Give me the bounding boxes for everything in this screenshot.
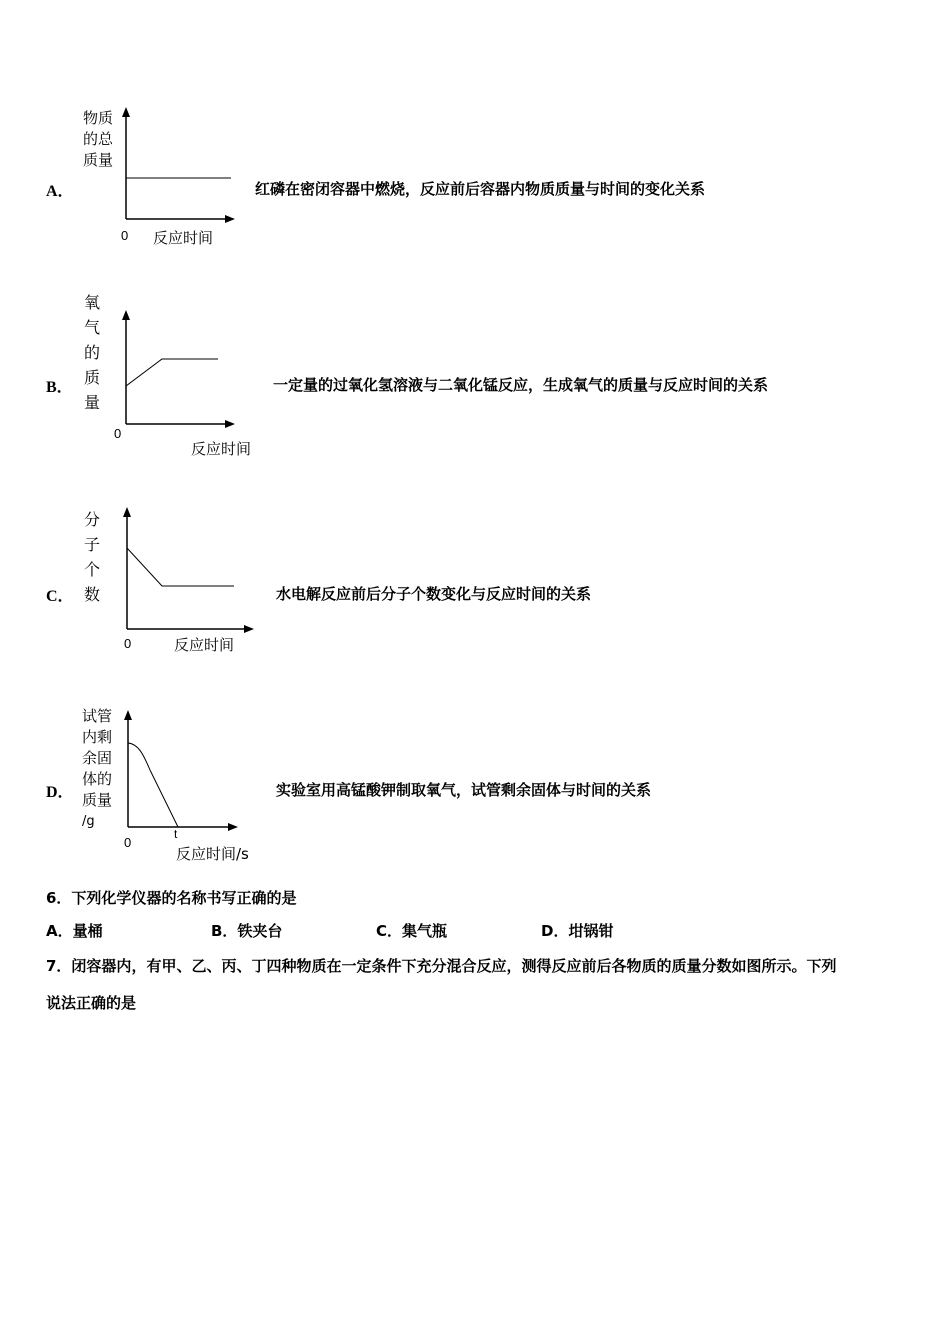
y-label-line: 物质 bbox=[83, 109, 114, 127]
choice-a: A．量桶 bbox=[46, 922, 103, 940]
option-description: 一定量的过氧化氢溶液与二氧化锰反应，生成氧气的质量与反应时间的关系 bbox=[273, 376, 769, 394]
origin-zero: 0 bbox=[121, 228, 129, 243]
curve bbox=[126, 359, 218, 386]
curve bbox=[127, 548, 234, 586]
option-description: 红磷在密闭容器中燃烧，反应前后容器内物质质量与时间的变化关系 bbox=[255, 180, 706, 198]
x-axis-arrow bbox=[228, 823, 238, 831]
option-letter: C． bbox=[46, 588, 74, 605]
y-label-line: 质量 bbox=[82, 791, 113, 809]
y-label-unit: /g bbox=[82, 814, 95, 829]
y-label-line: 试管 bbox=[82, 707, 113, 725]
x-axis-label: 反应时间/s bbox=[176, 845, 249, 863]
y-label-line: 体的 bbox=[82, 770, 113, 788]
x-axis-arrow bbox=[244, 625, 254, 633]
question-stem: 6．下列化学仪器的名称书写正确的是 bbox=[46, 889, 297, 907]
y-label-char: 质 bbox=[83, 368, 100, 387]
x-axis-label: 反应时间 bbox=[191, 440, 252, 458]
y-axis-arrow bbox=[122, 310, 130, 320]
choice-b: B．铁夹台 bbox=[211, 922, 283, 940]
graph-d bbox=[117, 708, 247, 833]
option-description: 水电解反应前后分子个数变化与反应时间的关系 bbox=[276, 585, 592, 603]
x-axis-label: 反应时间 bbox=[174, 636, 235, 654]
y-label-char: 氧 bbox=[83, 293, 100, 312]
question-stem: 7．闭容器内，有甲、乙、丙、丁四种物质在一定条件下充分混合反应，测得反应前后各物质的质量分数如图所示。下列 bbox=[46, 957, 837, 975]
graph-c bbox=[115, 505, 260, 635]
y-label-char: 子 bbox=[83, 535, 100, 554]
graph-a bbox=[115, 105, 240, 230]
y-label-char: 数 bbox=[83, 585, 100, 604]
y-axis-label bbox=[82, 706, 112, 832]
y-axis-arrow bbox=[124, 710, 132, 720]
option-letter: A． bbox=[46, 183, 74, 200]
origin-zero: 0 bbox=[114, 426, 122, 441]
y-label-line: 内剩 bbox=[82, 728, 113, 746]
y-axis-label bbox=[82, 507, 102, 607]
choice-c: C．集气瓶 bbox=[376, 922, 448, 940]
y-axis-arrow bbox=[123, 507, 131, 517]
question-stem-continued: 说法正确的是 bbox=[46, 994, 137, 1012]
y-label-line: 的总 bbox=[83, 130, 114, 148]
y-label-char: 分 bbox=[83, 510, 100, 529]
y-label-char: 个 bbox=[83, 560, 100, 579]
graph-b bbox=[115, 308, 245, 433]
x-axis-label: 反应时间 bbox=[153, 229, 214, 247]
option-description: 实验室用高锰酸钾制取氧气，试管剩余固体与时间的关系 bbox=[276, 781, 652, 799]
y-label-char: 的 bbox=[83, 343, 100, 362]
curve bbox=[128, 743, 178, 827]
y-label-char: 气 bbox=[83, 318, 100, 337]
choice-d: D．坩锅钳 bbox=[541, 922, 614, 940]
x-axis-arrow bbox=[225, 215, 235, 223]
origin-zero: 0 bbox=[124, 835, 132, 850]
t-mark: t bbox=[174, 827, 178, 841]
y-axis-label bbox=[82, 290, 102, 415]
y-label-line: 质量 bbox=[83, 151, 114, 169]
y-label-char: 量 bbox=[83, 393, 100, 412]
y-axis-arrow bbox=[122, 107, 130, 117]
option-letter: D． bbox=[46, 784, 74, 801]
y-axis-label bbox=[83, 108, 113, 171]
y-label-line: 余固 bbox=[82, 749, 113, 767]
option-letter: B． bbox=[46, 379, 73, 396]
origin-zero: 0 bbox=[124, 636, 132, 651]
x-axis-arrow bbox=[225, 420, 235, 428]
